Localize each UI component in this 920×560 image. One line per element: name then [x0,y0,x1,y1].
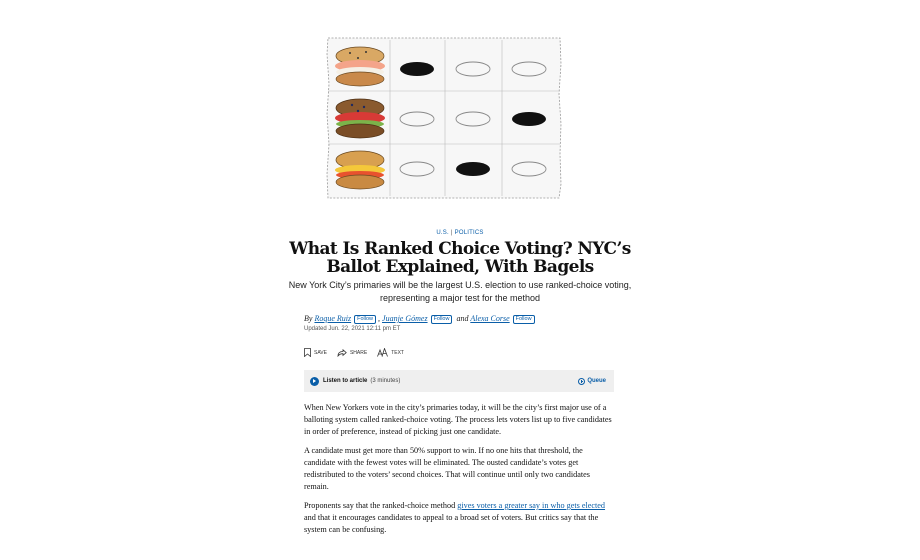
body-paragraph-3-text-a: Proponents say that the ranked-choice method [304,501,458,510]
body-paragraph-3-text-b: and that it encourages candidates to appeal to a broad set of voters. But critics say that the system can be confusing. [304,513,599,534]
kicker-section-link[interactable]: U.S. [436,230,449,236]
byline-comma: , [378,314,381,323]
kicker-subsection-link[interactable]: POLITICS [454,230,484,236]
share-button[interactable] [337,348,367,357]
text-label: TEXT [391,349,404,356]
author-link-3[interactable]: Alexa Corse [470,314,510,323]
follow-button-2[interactable]: Follow [431,315,453,324]
text-size-button[interactable] [377,348,404,357]
text-size-icon [377,348,388,357]
follow-button-1[interactable]: Follow [354,315,376,324]
article-dek: New York City’s primaries will be the largest U.S. election to use ranked-choice voting, representing a major test for the method [288,280,632,303]
byline [304,314,535,324]
greater-say-link[interactable]: gives voters a greater say in who gets elected [457,501,606,510]
audio-player-bar [304,370,614,392]
bagel-salmon-icon [335,47,385,86]
share-icon [337,349,347,357]
byline-and: and [456,314,469,323]
save-label: SAVE [314,349,327,356]
add-queue-icon [578,378,585,385]
queue-label: Queue [587,378,606,384]
body-paragraph-1: When New Yorkers vote in the city’s primaries today, it will be the city’s first major use of a balloting system called ranked-choice voting. The process lets voters list up to five candidates in order of preference, instead of picking just one candidate. [304,403,612,436]
updated-timestamp: Updated Jun. 22, 2021 12:11 pm ET [304,326,401,332]
save-button[interactable] [304,348,327,357]
body-paragraph-2: A candidate must get more than 50% support to win. If no one hits that threshold, the candidate with the fewest votes will be eliminated. The ousted candidate’s votes get redistributed to the voters’ second choices. That will continue until only two candidates remain. [304,446,590,491]
listen-to-article-label[interactable]: Listen to article [323,378,368,384]
article-body [304,402,616,543]
bagel-tomato-icon [335,99,385,138]
follow-button-3[interactable]: Follow [513,315,535,324]
byline-by: By [304,314,313,323]
bookmark-icon [304,348,311,357]
bagel-egg-icon [335,151,385,189]
queue-button[interactable] [578,378,606,385]
kicker-divider: | [450,230,453,236]
section-kicker [0,230,920,236]
author-link-2[interactable]: Juanje Gómez [382,314,428,323]
article-headline: What Is Ranked Choice Voting? NYC’s Ballot Explained, With Bagels [289,239,631,277]
play-icon[interactable] [310,377,319,386]
bagel-ballot-illustration [322,34,566,202]
author-link-1[interactable]: Roque Ruiz [314,314,352,323]
ballot-svg [322,34,566,202]
audio-duration: (3 minutes) [370,378,401,384]
body-paragraph-3 [304,500,616,536]
article-tools [304,348,404,357]
share-label: SHARE [349,349,368,356]
